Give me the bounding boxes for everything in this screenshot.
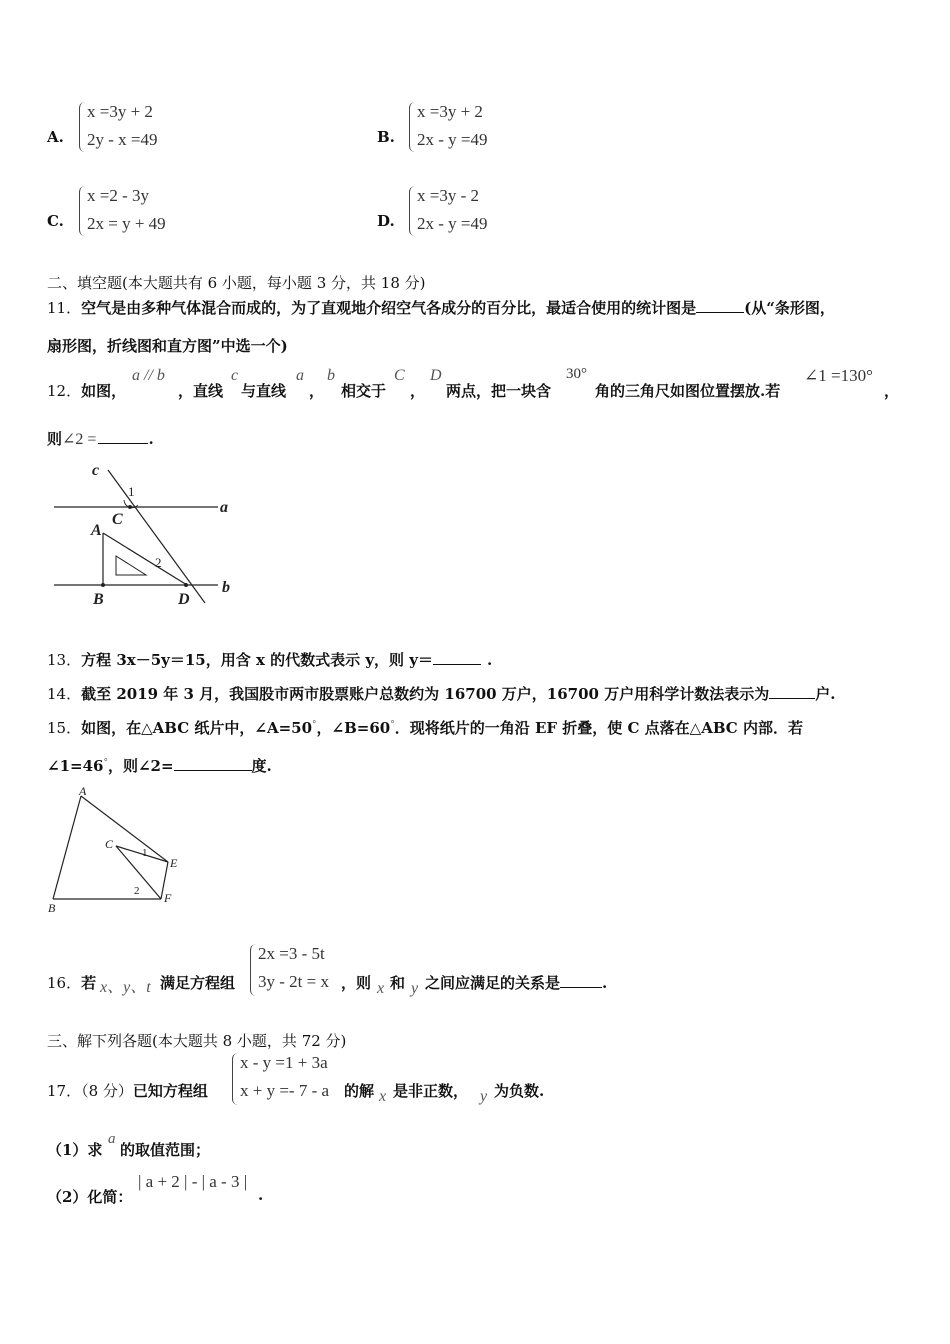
math-x: x: [379, 1088, 387, 1105]
text: 已知方程组: [132, 1082, 208, 1100]
side-ae: [81, 796, 168, 862]
text: 若: [81, 974, 97, 992]
text: 满足方程组: [160, 974, 236, 992]
text: 度.: [251, 757, 272, 775]
fig15-label-b: B: [48, 901, 56, 915]
section-2-title: 二、填空题(本大题共有 6 小题，每小题 3 分，共 18 分): [47, 274, 426, 292]
question-number: 11．: [47, 299, 82, 317]
line-c: [108, 470, 205, 603]
math-y: y: [480, 1088, 488, 1105]
option-c-equation-1: x =2 - 3y: [87, 186, 149, 205]
section-3-title: 三、解下列各题(本大题共 8 小题，共 72 分): [47, 1032, 347, 1050]
fig12-label-point-c: C: [112, 511, 123, 528]
option-c-label[interactable]: C.: [47, 212, 64, 230]
option-b-equation-1: x =3y + 2: [417, 102, 483, 121]
text: 为负数.: [494, 1082, 545, 1100]
q17-part-1: [47, 1139, 102, 1160]
text: ，: [410, 382, 426, 400]
text: .: [258, 1186, 264, 1204]
math-y: y: [411, 980, 419, 997]
fig15-label-e: E: [170, 856, 178, 870]
question-16: [47, 972, 96, 993]
question-14: [47, 683, 835, 704]
inner-triangle: [116, 556, 146, 575]
answer-blank[interactable]: [769, 684, 815, 699]
q17-equation-1: x - y =1 + 3a: [240, 1053, 328, 1072]
text: 户.: [815, 685, 836, 703]
point-c-dot: [128, 505, 132, 509]
text: .: [487, 651, 493, 669]
question-11: [47, 297, 835, 318]
text: 则: [47, 430, 63, 448]
question-number: 15．: [47, 719, 82, 737]
question-15: [47, 717, 803, 738]
answer-blank[interactable]: [174, 756, 252, 771]
option-c-equation-2: 2x = y + 49: [87, 214, 166, 233]
text: ，直线: [178, 382, 224, 400]
option-b-equation-2: 2x - y =49: [417, 130, 488, 149]
question-13: [47, 649, 492, 670]
q17-part-2: [47, 1186, 132, 1207]
degree-symbol: °: [390, 720, 395, 730]
fig15-label-f: F: [164, 891, 172, 905]
point-d-dot: [184, 583, 188, 587]
option-a-equation-2: 2y - x =49: [87, 130, 158, 149]
math-x: x: [377, 980, 385, 997]
text: ，则: [341, 974, 372, 992]
fig12-label-b: b: [222, 579, 230, 596]
question-16-tail: [425, 972, 607, 993]
text: 是非正数，: [393, 1082, 469, 1100]
question-number: 14．: [47, 685, 82, 703]
math-a: a: [108, 1131, 116, 1147]
text: （1）求: [47, 1141, 103, 1159]
text: ．现将纸片的一角沿 EF 折叠，使 C 点落在△ABC 内部．若: [394, 719, 803, 737]
text: 和: [390, 974, 406, 992]
text: .: [148, 430, 154, 448]
text: （2）化简：: [47, 1188, 133, 1206]
fig15-label-a: A: [79, 784, 87, 798]
figure-12: [50, 458, 240, 608]
q16-equation-1: 2x =3 - 5t: [258, 944, 325, 963]
fig12-label-2: 2: [155, 555, 162, 570]
question-12: [47, 380, 126, 401]
text: ∠1=46: [47, 757, 104, 775]
text: .: [602, 974, 608, 992]
fig12-label-point-b: B: [93, 591, 104, 608]
text: 两点，把一块含: [446, 382, 552, 400]
fig15-label-2: 2: [134, 885, 140, 897]
question-number: 13．: [47, 651, 82, 669]
fig12-label-point-a: A: [91, 522, 102, 539]
text: 相交于: [341, 382, 387, 400]
q16-equation-2: 3y - 2t = x: [258, 972, 329, 991]
math-a: a: [296, 367, 304, 384]
option-d-equation-1: x =3y - 2: [417, 186, 479, 205]
fig15-label-c: C: [105, 837, 114, 851]
text: ，: [309, 382, 325, 400]
text: 如图，: [81, 382, 127, 400]
math-point-c: C: [394, 367, 405, 384]
answer-blank[interactable]: [560, 973, 602, 988]
question-17: [47, 1080, 208, 1101]
text: ，∠B=60: [316, 719, 391, 737]
option-a-equation-1: x =3y + 2: [87, 102, 153, 121]
math-30-degrees: 30°: [566, 366, 587, 382]
fig12-label-point-d: D: [178, 591, 190, 608]
question-17-score: （8 分）: [81, 1082, 133, 1100]
question-12-line-2: [47, 428, 154, 449]
answer-blank[interactable]: [696, 298, 744, 313]
q17-equation-2: x + y =- 7 - a: [240, 1081, 330, 1100]
degree-symbol: °: [103, 758, 108, 768]
math-b: b: [327, 367, 335, 384]
option-d-equation-2: 2x - y =49: [417, 214, 488, 233]
text: 如图，在△ABC 纸片中，∠A=50: [81, 719, 313, 737]
math-point-d: D: [430, 367, 442, 384]
point-b-dot: [101, 583, 105, 587]
question-15-line-2: [47, 755, 272, 776]
text: ，: [884, 382, 900, 400]
fig15-label-1: 1: [142, 847, 148, 859]
question-number: 16．: [47, 974, 82, 992]
option-d-label[interactable]: D.: [377, 212, 395, 230]
fig12-label-a: a: [220, 499, 228, 516]
figure-15: [44, 783, 189, 918]
question-number: 12．: [47, 382, 82, 400]
math-angle-2: ∠2 =: [62, 431, 97, 448]
text: ，则∠2=: [107, 757, 174, 775]
math-angle-1: ∠1 =130°: [804, 366, 873, 385]
option-b-label[interactable]: B.: [377, 128, 395, 146]
side-ab: [53, 796, 81, 899]
question-14-text: 截至 2019 年 3 月，我国股市两市股票账户总数约为 16700 万户，16700 万户用科学计数法表示为: [81, 685, 770, 703]
question-11-text: 空气是由多种气体混合而成的，为了直观地介绍空气各成分的百分比，最适合使用的统计图是: [81, 299, 697, 317]
text: 的取值范围；: [120, 1141, 211, 1159]
text: 之间应满足的关系是: [425, 974, 561, 992]
text: 与直线: [241, 382, 287, 400]
question-13-text: 方程 3x－5y＝15，用含 x 的代数式表示 y，则 y＝: [81, 651, 433, 669]
answer-blank[interactable]: [98, 429, 148, 444]
fig12-label-c: c: [92, 462, 100, 479]
math-a-parallel-b: a // b: [132, 367, 165, 384]
answer-blank[interactable]: [433, 650, 481, 665]
question-11-text-tail: (从“条形图，: [744, 299, 835, 317]
option-a-label[interactable]: A.: [47, 128, 64, 146]
math-c: c: [231, 367, 239, 384]
question-11-line-2: 扇形图，折线图和直方图”中选一个): [47, 337, 288, 355]
degree-symbol: °: [312, 720, 317, 730]
text: 角的三角尺如图位置摆放.若: [595, 382, 781, 400]
math-x-y-t: x、y、t: [100, 979, 151, 996]
text: 的解: [344, 1082, 375, 1100]
math-absolute-expression: | a + 2 | - | a - 3 |: [138, 1172, 248, 1191]
question-number: 17．: [47, 1082, 82, 1100]
fig12-label-1: 1: [128, 484, 135, 499]
